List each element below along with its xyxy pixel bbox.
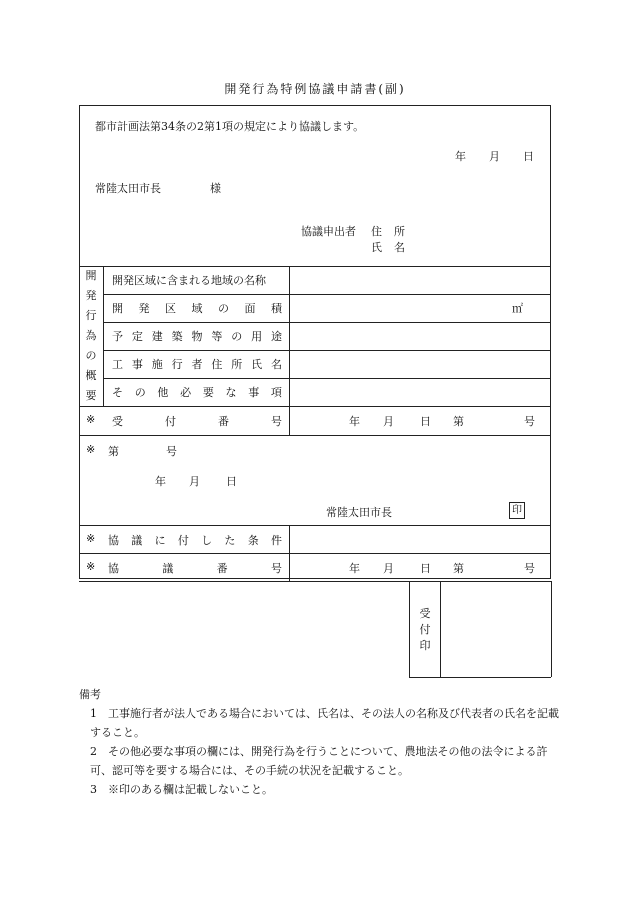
reception-number-label: 受 付 番 号 <box>112 415 282 428</box>
stamp-box-right <box>551 581 552 677</box>
row-other-items-label: そ の 他 必 要 な 事 項 <box>112 386 282 399</box>
overview-label-column-line <box>103 266 104 406</box>
note-item-2: 2 その他必要な事項の欄には、開発行為を行うことについて、農地法その他の法令による許可、認可等を要する場合には、その手続の状況を記載すること。 <box>90 745 548 777</box>
vertical-char: の <box>85 349 97 362</box>
consult-mark: ※ <box>86 560 96 573</box>
seal-mark: 印 <box>509 502 525 519</box>
divider-row-4 <box>103 378 551 379</box>
note-item-3: 3 ※印のある欄は記載しないこと。 <box>90 783 273 796</box>
applicant-label: 協議申出者 <box>301 225 356 238</box>
row-building-use-label: 予 定 建 築 物 等 の 用 途 <box>112 330 282 343</box>
divider-notice <box>79 525 551 526</box>
divider-row-3 <box>103 350 551 351</box>
stamp-box-left <box>409 581 410 677</box>
vertical-char: 行 <box>85 309 97 322</box>
vertical-char: 開 <box>85 269 97 282</box>
name-label-1: 氏 <box>371 241 382 254</box>
area-unit: ㎡ <box>512 302 523 315</box>
consult-go: 号 <box>524 562 535 575</box>
notice-year: 年 <box>155 475 166 488</box>
reception-dai: 第 <box>453 415 464 428</box>
divider-header <box>79 266 551 267</box>
label-value-separator-lower <box>289 525 290 581</box>
notice-dai: 第 <box>108 445 119 458</box>
notice-go: 号 <box>166 445 177 458</box>
notice-mark: ※ <box>86 443 96 456</box>
address-label-1: 住 <box>371 225 382 238</box>
notice-mayor: 常陸太田市長 <box>326 506 392 519</box>
divider-consult <box>79 581 551 582</box>
reception-mark: ※ <box>86 413 96 426</box>
consult-day: 日 <box>420 562 431 575</box>
label-value-separator-upper <box>289 266 290 435</box>
notice-day: 日 <box>226 475 237 488</box>
form-title: 開発行為特例協議申請書(副) <box>224 82 406 96</box>
divider-row-2 <box>103 322 551 323</box>
overview-vertical-label <box>79 266 103 406</box>
reception-stamp-label: 受 付 印 <box>419 607 431 652</box>
row-area-size-label: 開 発 区 域 の 面 積 <box>112 302 282 315</box>
consult-year: 年 <box>349 562 360 575</box>
row-contractor-label: 工 事 施 行 者 住 所 氏 名 <box>112 358 282 371</box>
statement-text: 都市計画法第34条の2第1項の規定により協議します。 <box>95 120 365 133</box>
vertical-char: 為 <box>85 329 97 342</box>
addressee: 常陸太田市長 <box>95 182 161 195</box>
vertical-char: 発 <box>85 289 97 302</box>
reception-day: 日 <box>420 415 431 428</box>
conditions-mark: ※ <box>86 532 96 545</box>
consult-dai: 第 <box>453 562 464 575</box>
conditions-label: 協 議 に 付 し た 条 件 <box>108 534 282 547</box>
note-item-1: 1 工事施行者が法人である場合においては、氏名は、その法人の名称及び代表者の氏名を記載すること。 <box>90 707 559 739</box>
reception-year: 年 <box>349 415 360 428</box>
date-month: 月 <box>489 150 500 163</box>
name-label-2: 名 <box>394 241 405 254</box>
consult-month: 月 <box>383 562 394 575</box>
divider-row-1 <box>103 294 551 295</box>
divider-conditions <box>79 553 551 554</box>
notice-month: 月 <box>189 475 200 488</box>
stamp-box-divider <box>440 581 441 677</box>
vertical-char: 概 <box>85 369 97 382</box>
notes-heading: 備考 <box>79 688 101 701</box>
address-label-2: 所 <box>394 225 405 238</box>
reception-month: 月 <box>383 415 394 428</box>
divider-reception <box>79 435 551 436</box>
divider-overview <box>79 406 551 407</box>
vertical-char: 要 <box>85 389 97 402</box>
reception-go: 号 <box>524 415 535 428</box>
consult-number-label: 協 議 番 号 <box>108 562 282 575</box>
date-day: 日 <box>523 150 534 163</box>
honorific: 様 <box>210 182 221 195</box>
stamp-box-bottom <box>409 677 551 678</box>
row-area-name-label: 開発区域に含まれる地域の名称 <box>112 274 266 287</box>
date-year: 年 <box>455 150 466 163</box>
